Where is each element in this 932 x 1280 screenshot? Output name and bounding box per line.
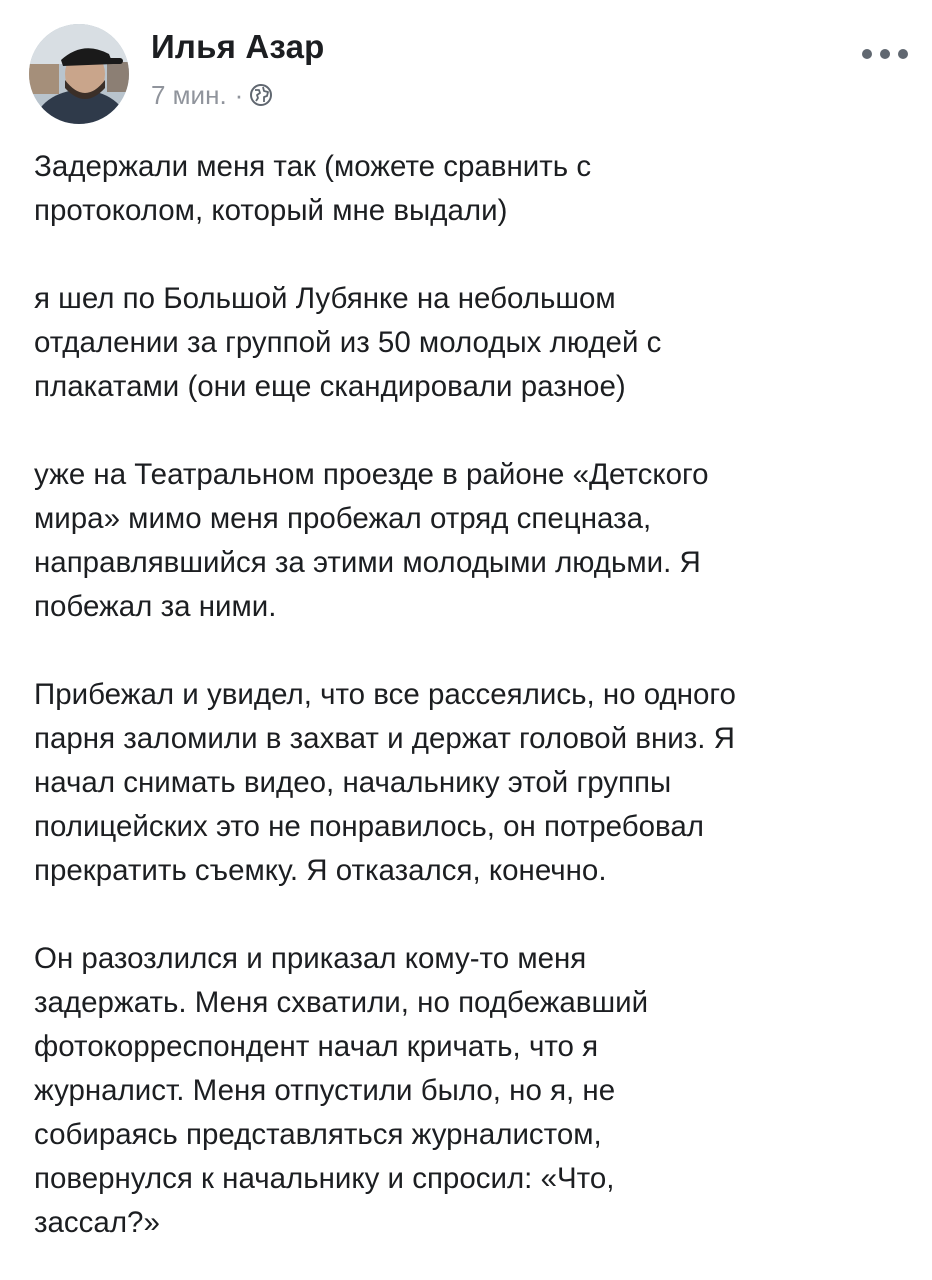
- meta-separator: ·: [234, 79, 244, 110]
- globe-icon[interactable]: [249, 83, 273, 107]
- post-paragraph: Он разозлился и приказал кому-то меня задержать. Меня схватили, но подбежавший фотокорреспондент начал кричать, что я журналист. Меня отпустили было, но я, не собираясь представляться журналистом, повернулся к начальнику и спросил: «Что, зассал?»: [34, 942, 649, 1239]
- avatar-photo: [29, 24, 129, 124]
- post-header: [0, 0, 932, 140]
- post-meta: [151, 80, 273, 110]
- post-paragraph: я шел по Большой Лубянке на небольшом отдалении за группой из 50 молодых людей с плакатами (они еще скандировали разное): [34, 282, 662, 403]
- more-options-icon: [862, 49, 872, 59]
- more-options-icon: [880, 49, 890, 59]
- more-options-icon: [898, 49, 908, 59]
- avatar[interactable]: [29, 24, 129, 124]
- post-paragraph: Задержали меня так (можете сравнить с протоколом, который мне выдали): [34, 150, 592, 227]
- more-options-button[interactable]: [862, 42, 908, 66]
- post-body: [34, 145, 914, 1245]
- post-paragraph: Прибежал и увидел, что все рассеялись, но одного парня заломили в захват и держат головой вниз. Я начал снимать видео, начальнику этой группы полицейских это не понравилось, он потребовал прекратить съемку. Я отказался, конечно.: [34, 678, 736, 887]
- author-name[interactable]: Илья Азар: [151, 28, 325, 65]
- post-timestamp[interactable]: 7 мин.: [151, 79, 227, 110]
- post-paragraph: уже на Театральном проезде в районе «Детского мира» мимо меня пробежал отряд спецназа, направлявшийся за этими молодыми людьми. Я побежал за ними.: [34, 458, 709, 623]
